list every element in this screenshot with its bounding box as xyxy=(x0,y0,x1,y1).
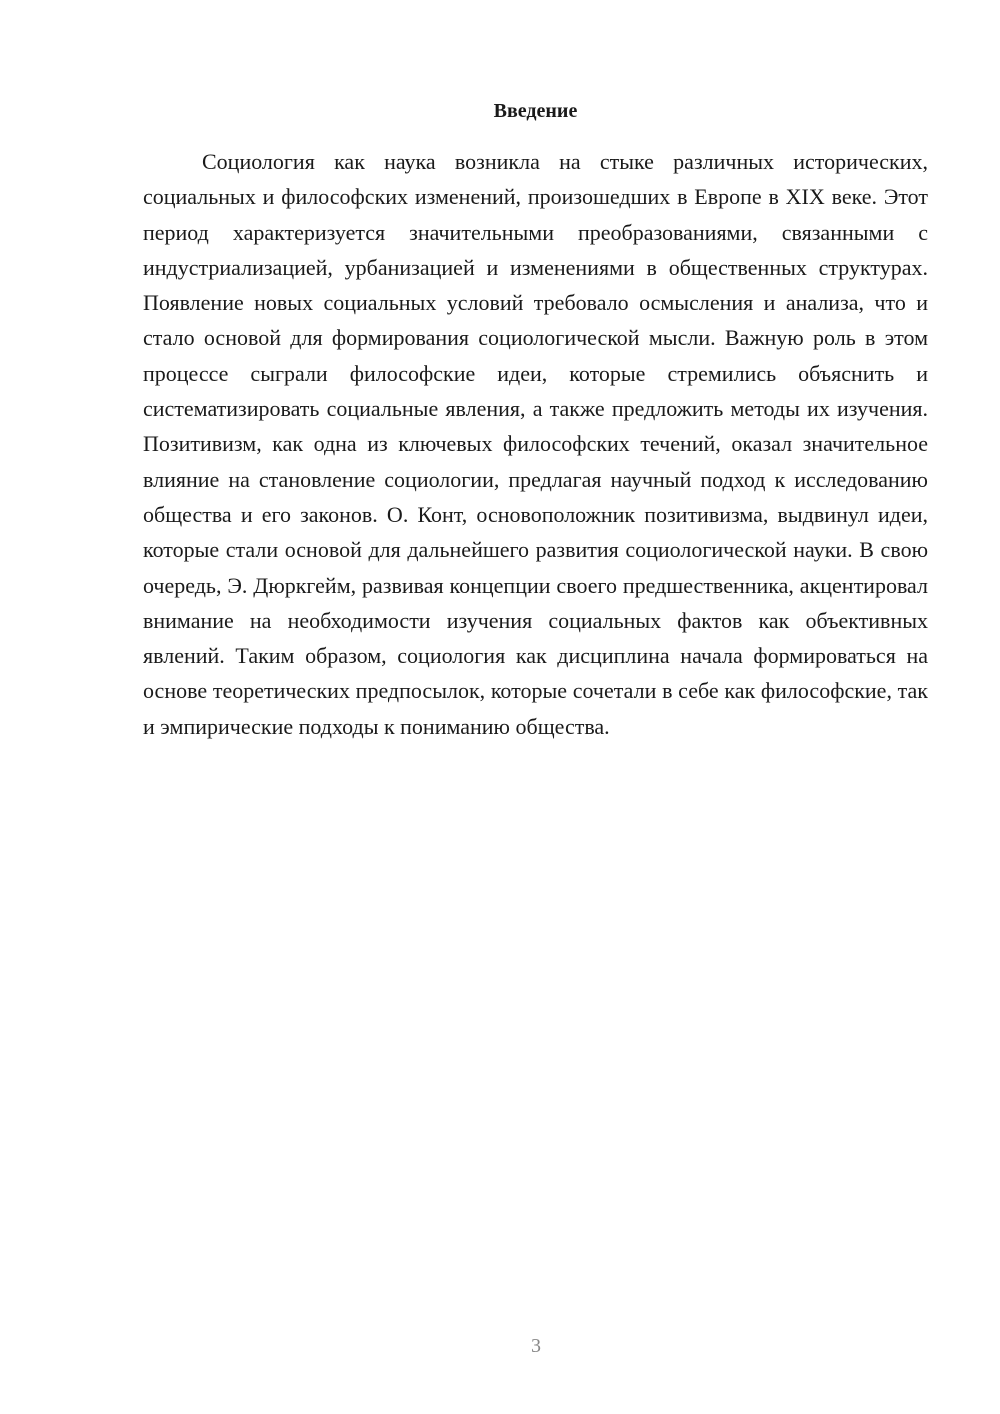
page-number: 3 xyxy=(531,1335,541,1357)
body-paragraph: Социология как наука возникла на стыке различных исторических, социальных и философских изменений, произошедших в Европе в XIX веке. Этот период характеризуется значительными преобразованиями, связанными с индустриализацией, урбанизацией и изменениями в общественных структурах. Появление новых социальных условий требовало осмысления и анализа, что и стало основой для формирования социологической мысли. Важную роль в этом процессе сыграли философские идеи, которые стремились объяснить и систематизировать социальные явления, а также предложить методы их изучения. Позитивизм, как одна из ключевых философских течений, оказал значительное влияние на становление социологии, предлагая научный подход к исследованию общества и его законов. О. Конт, основоположник позитивизма, выдвинул идеи, которые стали основой для дальнейшего развития социологической науки. В свою очередь, Э. Дюркгейм, развивая концепции своего предшественника, акцентировал внимание на необходимости изучения социальных фактов как объективных явлений. Таким образом, социология как дисциплина начала формироваться на основе теоретических предпосылок, которые сочетали в себе как философские, так и эмпирические подходы к пониманию общества. xyxy=(143,149,928,739)
section-heading: Введение xyxy=(493,100,578,122)
